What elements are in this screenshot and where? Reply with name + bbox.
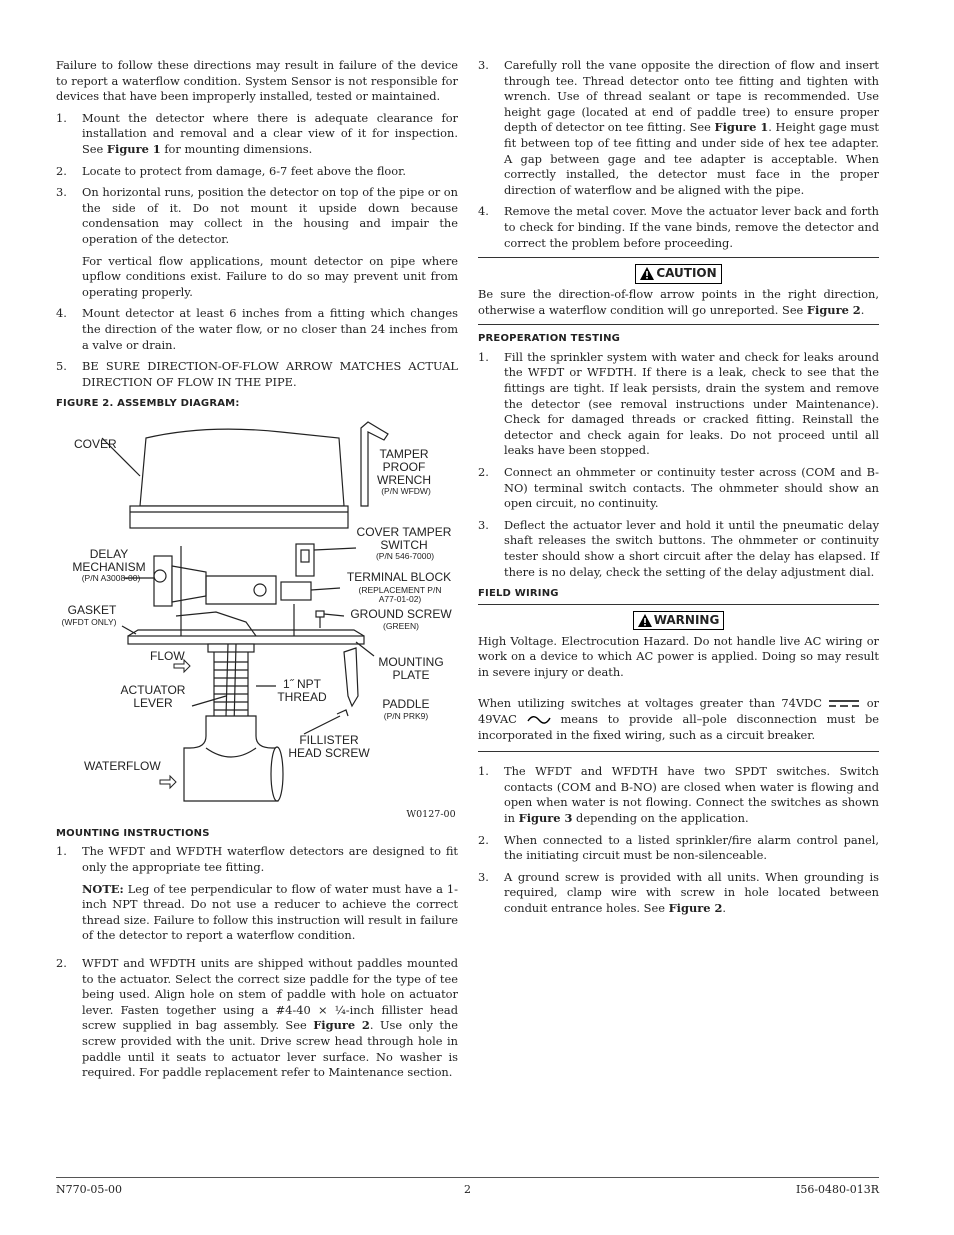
- item-text: BE SURE DIRECTION-OF-FLOW ARROW MATCHES ACTUAL DIRECTION OF FLOW IN THE PIPE.: [82, 359, 458, 389]
- item-text: Fill the sprinkler system with water and check for leaks around the WFDT or WFDTH. If there is a leak, check to see that the fittings are tight. If leak persists, drain the system and remove the detector (see removal instructions under Maintenance). Check for damaged threads or cracked fitting. Reinstall the detector and check again for leaks. Do not proceed until all leaks have been stopped.: [504, 349, 879, 458]
- label-flow: FLOW: [150, 648, 185, 663]
- voltage-note: [478, 696, 879, 743]
- label-line: DELAY: [89, 546, 129, 561]
- label-gasket-note: (WFDT ONLY): [61, 616, 117, 627]
- voltage-text: When utilizing switches at voltages greater than 74VDC: [478, 696, 822, 711]
- label-ground-note: (GREEN): [383, 620, 419, 631]
- list-item: [478, 58, 879, 198]
- footer-doc-number: N770-05-00: [56, 1183, 123, 1196]
- label-terminal-block: TERMINAL BLOCK: [346, 569, 452, 584]
- warning-badge: [633, 611, 725, 631]
- item-text: . Height gage must fit between top of tee fitting and under side of hex tee adapter. A gap between gage and tee adapter is acceptable. When correctly installed, the detector must face in the proper direction of waterflow and be aligned with the pipe.: [504, 120, 879, 197]
- list-item: [478, 465, 879, 512]
- item-extra-paragraph: For vertical flow applications, mount detector on pipe where upflow conditions exist. Failure to do so may prevent unit from operating properly.: [82, 253, 458, 299]
- label-waterflow: WATERFLOW: [84, 758, 161, 773]
- item-text: Locate to protect from damage, 6-7 feet above the floor.: [82, 163, 406, 178]
- label-line: A77-01-02): [378, 593, 422, 604]
- list-item: [56, 844, 458, 950]
- warning-triangle-icon: [638, 614, 652, 627]
- divider: [478, 604, 879, 605]
- item-number: 4.: [56, 306, 67, 321]
- label-gasket: GASKET: [67, 602, 117, 617]
- caution-signal: [478, 264, 879, 285]
- label-tamper-wrench-pn: (P/N WFDW): [381, 485, 431, 496]
- item-number: 3.: [478, 58, 489, 72]
- figure-reference: Figure 2: [313, 1018, 370, 1033]
- warning-triangle-icon: [640, 267, 654, 280]
- label-line: SWITCH: [380, 537, 428, 552]
- label-line: (REPLACEMENT P/N: [358, 584, 442, 595]
- figure-title: FIGURE 2. ASSEMBLY DIAGRAM:: [56, 398, 240, 410]
- item-text: When connected to a listed sprinkler/fire alarm control panel, the initiating circuit must be non-silenceable.: [504, 832, 879, 863]
- item-text: WFDT and WFDTH units are shipped without paddles mounted to the actuator. Select the correct size paddle for the type of tee being used. Align hole on stem of paddle with hole on actuator lever. Fasten together using a #4-40 × ¼-inch fillister head screw supplied in bag assembly. See: [82, 956, 458, 1033]
- label-npt-thread: [270, 678, 334, 704]
- figure-reference: Figure 1: [714, 120, 769, 135]
- label-line: MOUNTING: [378, 654, 444, 669]
- list-item: [56, 359, 458, 390]
- field-wiring-heading: FIELD WIRING: [478, 588, 559, 600]
- item-text: Remove the metal cover. Move the actuator lever back and forth to check for binding. If the vane binds, remove the detector and correct the problem before proceeding.: [504, 204, 879, 250]
- preoperation-heading: PREOPERATION TESTING: [478, 333, 621, 345]
- label-cover: COVER: [74, 436, 117, 451]
- left-column: [56, 58, 458, 1087]
- caution-body: Be sure the direction-of-flow arrow points in the right direction, otherwise a waterflow condition will go unreported. See: [478, 287, 879, 317]
- label-paddle-pn: (P/N PRK9): [383, 710, 429, 721]
- label-cover-tamper-pn: (P/N 546-7000): [375, 550, 435, 561]
- list-item: [478, 764, 879, 826]
- item-number: 1.: [478, 764, 489, 779]
- list-item: [478, 350, 879, 459]
- label-line: THREAD: [277, 689, 327, 704]
- item-number: 1.: [56, 110, 67, 125]
- list-item: [478, 518, 879, 580]
- item-number: 3.: [478, 869, 489, 884]
- item-text: Carefully roll the vane opposite the direction of flow and insert through tee. Thread detector onto tee fitting and tighten with wrench. Use of thread sealant or tape is recommended. Use height gage (located at end of paddle tree) to ensure proper depth of detector on tee fitting. See: [504, 58, 879, 135]
- item-text: for mounting dimensions.: [160, 141, 313, 156]
- label-paddle: PADDLE: [382, 696, 430, 711]
- item-text: Mount detector at least 6 inches from a fitting which changes the direction of the water flow, or no closer than 24 inches from a valve or drain.: [82, 306, 458, 352]
- figure-reference: Figure 3: [518, 810, 573, 825]
- list-item: [56, 111, 458, 158]
- item-note: [82, 882, 458, 944]
- item-text: Connect an ohmmeter or continuity tester across (COM and B-NO) terminal switch contacts. The ohmmeter should show an open circuit, no continuity.: [504, 464, 879, 511]
- label-line: COVER TAMPER: [356, 524, 452, 539]
- ac-symbol-icon: [527, 715, 551, 725]
- label-ground-screw: GROUND SCREW: [350, 606, 452, 621]
- label-terminal-pn: [350, 586, 450, 604]
- item-number: 4.: [478, 204, 489, 219]
- divider: [478, 751, 879, 752]
- figure-reference: Figure 2: [806, 302, 861, 317]
- label-line: HEAD SCREW: [288, 745, 370, 760]
- divider: [478, 257, 879, 258]
- label-tamper-wrench: [374, 448, 434, 487]
- label-line: WRENCH: [377, 472, 431, 487]
- list-item: [56, 306, 458, 353]
- right-column: [478, 58, 879, 923]
- label-line: 1˝ NPT: [282, 676, 321, 691]
- label-line: PROOF: [382, 459, 426, 474]
- warning-label: WARNING: [653, 612, 720, 627]
- item-number: 5.: [56, 359, 67, 374]
- label-line: LEVER: [133, 695, 173, 710]
- item-text: depending on the application.: [572, 810, 749, 825]
- caution-label: CAUTION: [656, 266, 717, 281]
- assembly-diagram: [56, 416, 458, 820]
- figure-reference: Figure 2: [668, 900, 723, 915]
- label-fillister-screw: [282, 734, 376, 760]
- list-item: [478, 833, 879, 864]
- voltage-text: or 49VAC: [478, 696, 880, 726]
- label-actuator-lever: [114, 684, 192, 710]
- item-number: 1.: [56, 844, 67, 859]
- label-cover-tamper: [350, 526, 458, 552]
- item-number: 2.: [56, 956, 67, 971]
- label-line: TAMPER: [379, 446, 429, 461]
- figure-code: W0127-00: [406, 808, 456, 820]
- item-text: Deflect the actuator lever and hold it until the pneumatic delay shaft releases the switch buttons. The ohmmeter or continuity tester should show a short circuit after the delay has elapsed. If there is no delay, check the setting of the delay adjustment dial.: [504, 517, 879, 579]
- footer-rule: [56, 1177, 879, 1178]
- item-text: Mount the detector where there is adequate clearance for installation and removal and a clear view of it for inspection. See: [82, 110, 458, 156]
- warning-signal: [478, 611, 879, 632]
- mounting-instructions-heading: MOUNTING INSTRUCTIONS: [56, 827, 210, 839]
- item-number: 2.: [56, 163, 67, 178]
- divider: [478, 324, 879, 325]
- item-text: .: [722, 900, 727, 915]
- item-text: The WFDT and WFDTH waterflow detectors are designed to fit only the appropriate tee fitting.: [82, 844, 458, 875]
- label-line: PLATE: [392, 667, 430, 682]
- intro-paragraph: Failure to follow these directions may result in failure of the device to report a waterflow condition. System Sensor is not responsible for devices that have been improperly installed, tested or maintained.: [56, 58, 458, 104]
- caution-body: .: [860, 302, 865, 317]
- label-delay-pn: (P/N A3008-00): [81, 572, 141, 583]
- caution-badge: [635, 264, 721, 284]
- item-number: 2.: [478, 832, 489, 847]
- caution-text: [478, 287, 879, 318]
- label-line: MECHANISM: [72, 559, 146, 574]
- list-item: [478, 870, 879, 917]
- list-item: [56, 164, 458, 180]
- label-line: FILLISTER: [299, 732, 359, 747]
- item-text: The WFDT and WFDTH have two SPDT switches. Switch contacts (COM and B-NO) are closed when water is flowing and open when water is not flowing. Connect the switches as shown in: [504, 764, 879, 825]
- item-number: 3.: [56, 185, 67, 200]
- label-delay-mechanism: [64, 548, 154, 574]
- item-text: . Use only the screw provided with the unit. Drive screw head through hole in paddle until it seats to actuator lever surface. No washer is required. For paddle replacement refer to Maintenance section.: [82, 1018, 458, 1080]
- list-item: [56, 956, 458, 1081]
- dc-symbol-icon: [828, 699, 860, 709]
- page-number: 2: [464, 1183, 471, 1196]
- warning-text: High Voltage. Electrocution Hazard. Do not handle live AC wiring or work on a device to which AC power is applied. Doing so may result in severe injury or death.: [478, 633, 879, 679]
- item-number: 3.: [478, 517, 489, 532]
- item-number: 1.: [478, 349, 489, 364]
- item-number: 2.: [478, 464, 489, 479]
- item-text: On horizontal runs, position the detector on top of the pipe or on the side of it. Do not mount it upside down because condensation may collect in the housing and impair the operation of the detector.: [82, 185, 458, 246]
- item-text: A ground screw is provided with all units. When grounding is required, clamp wire with screw in hole located between conduit entrance holes. See: [504, 869, 879, 915]
- note-label: NOTE:: [82, 881, 124, 896]
- note-text: Leg of tee perpendicular to flow of water must have a 1-inch NPT thread. Do not use a reducer to achieve the correct thread size. Failure to follow this instruction will result in failure of the detector to report a waterflow condition.: [82, 881, 458, 943]
- label-line: ACTUATOR: [120, 682, 186, 697]
- list-item: [56, 185, 458, 247]
- label-mounting-plate: [374, 656, 448, 682]
- footer-part-number: I56-0480-013R: [796, 1183, 880, 1196]
- figure-reference: Figure 1: [106, 141, 161, 156]
- list-item: [478, 204, 879, 251]
- voltage-text: means to provide all–pole disconnection must be incorporated in the fixed wiring, such as a circuit breaker.: [478, 711, 879, 742]
